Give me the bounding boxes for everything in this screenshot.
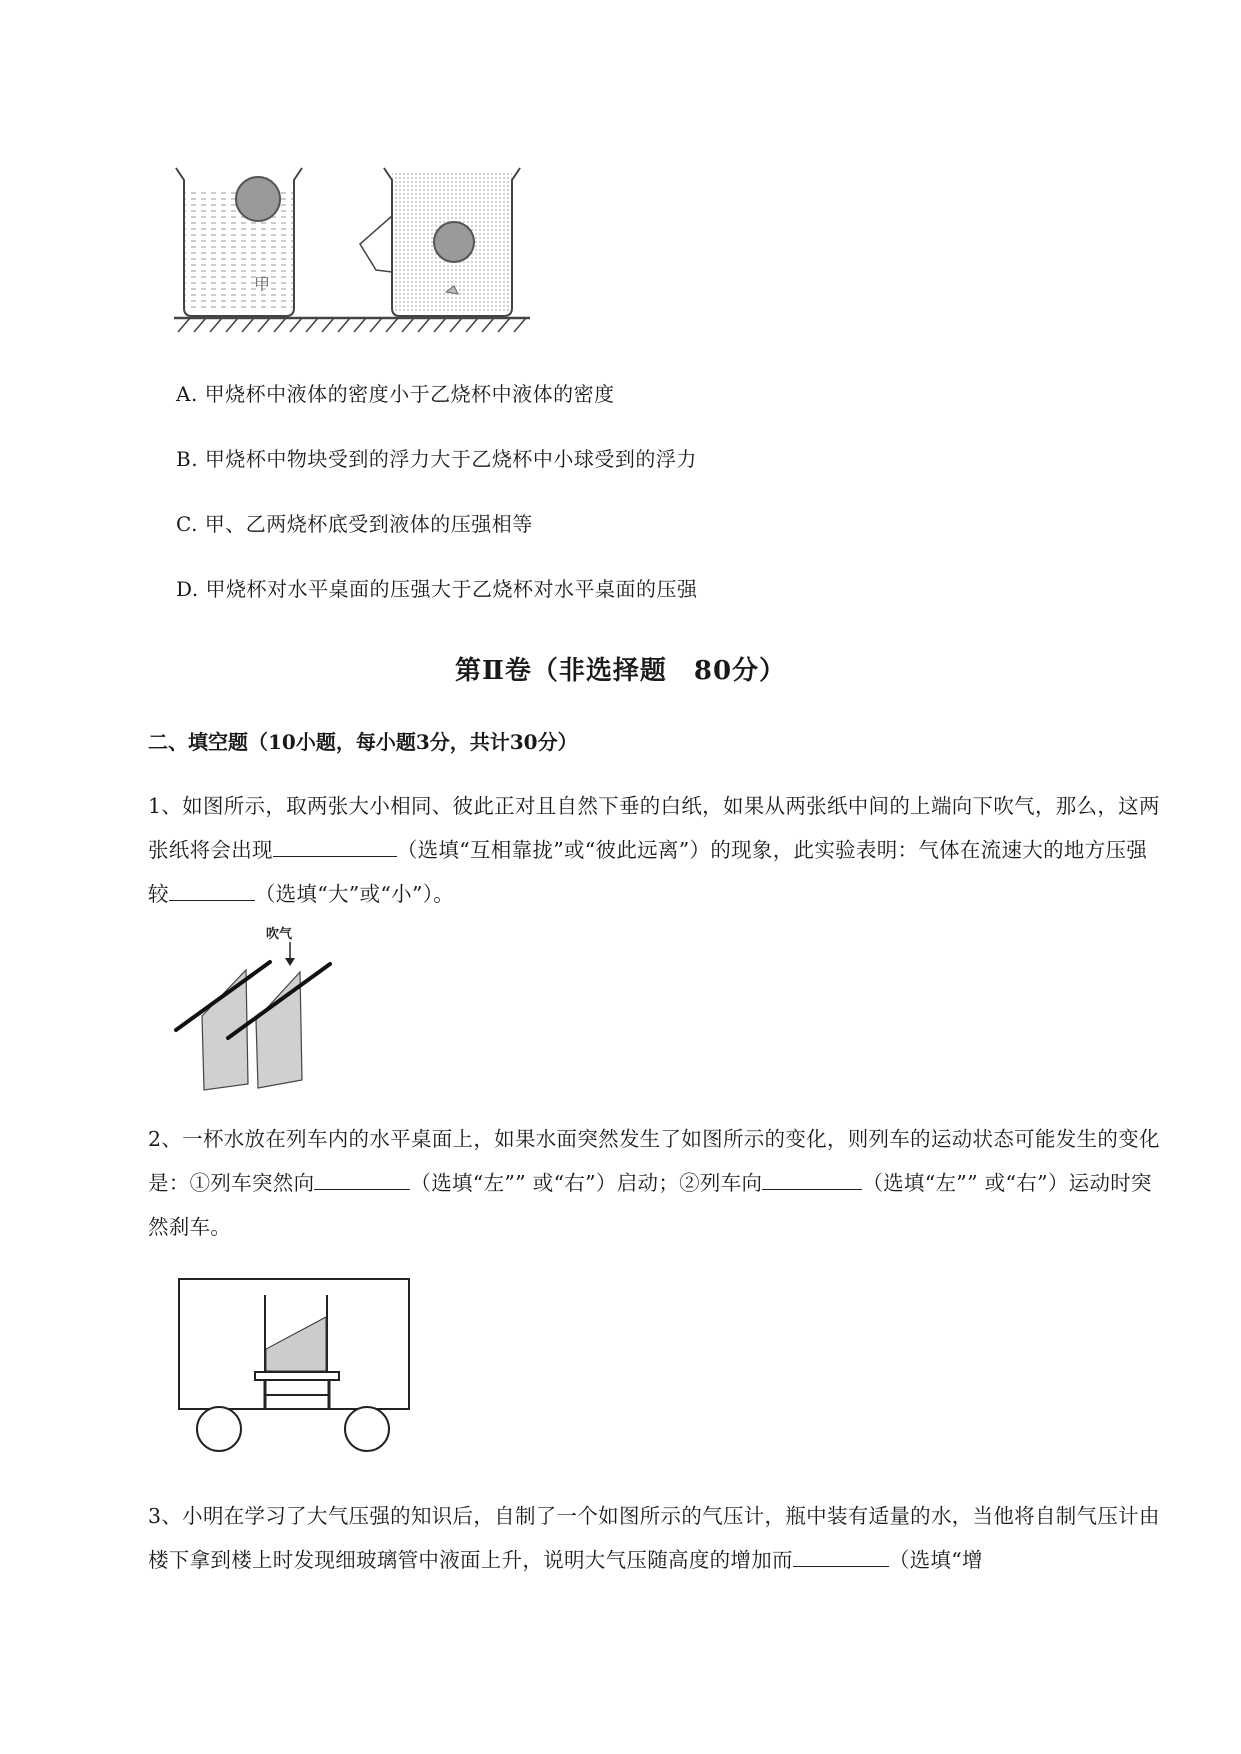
q2-text-3: （选填“左”” 或“右”）运动时突然刹车。 bbox=[148, 1171, 1152, 1239]
option-d: D. 甲烧杯对水平桌面的压强大于乙烧杯对水平桌面的压强 bbox=[176, 577, 698, 601]
papers-figure bbox=[170, 924, 340, 1094]
option-b: B. 甲烧杯中物块受到的浮力大于乙烧杯中小球受到的浮力 bbox=[176, 447, 697, 471]
table bbox=[255, 1372, 339, 1380]
q3-text-2: （选填“增 bbox=[888, 1548, 983, 1572]
q3-blank-1[interactable] bbox=[793, 1544, 889, 1567]
question-2 bbox=[148, 1117, 1160, 1249]
option-a: A. 甲烧杯中液体的密度小于乙烧杯中液体的密度 bbox=[176, 382, 615, 406]
beakers-figure bbox=[170, 160, 540, 340]
q2-blank-2[interactable] bbox=[762, 1167, 862, 1190]
train-figure bbox=[175, 1275, 415, 1455]
q1-blank-2[interactable] bbox=[169, 878, 255, 901]
q1-blank-1[interactable] bbox=[273, 834, 397, 857]
ball-yi bbox=[434, 222, 474, 262]
option-c: C. 甲、乙两烧杯底受到液体的压强相等 bbox=[176, 512, 533, 536]
q1-text-3: （选填“大”或“小”）。 bbox=[254, 882, 455, 906]
wheel-left bbox=[197, 1407, 241, 1451]
q2-text-1: 2、一杯水放在列车内的水平桌面上，如果水面突然发生了如图所示的变化，则列车的运动状态可能发生的变化是：①列车突然向 bbox=[148, 1127, 1160, 1195]
q1-text-1: 1、如图所示，取两张大小相同、彼此正对且自然下垂的白纸，如果从两张纸中间的上端向下吹气，那么，这两张纸将会出现 bbox=[148, 794, 1160, 862]
question-1 bbox=[148, 784, 1160, 916]
q2-text-2: （选填“左”” 或“右”）启动；②列车向 bbox=[410, 1171, 763, 1195]
q2-blank-1[interactable] bbox=[314, 1167, 410, 1190]
part-heading: 二、填空题（10小题，每小题3分，共计30分） bbox=[148, 730, 578, 754]
q3-text-1: 3、小明在学习了大气压强的知识后，自制了一个如图所示的气压计，瓶中装有适量的水，当他将自制气压计由楼下拿到楼上时发现细玻璃管中液面上升，说明大气压随高度的增加而 bbox=[148, 1504, 1160, 1572]
q1-text-2: （选填“互相靠拢”或“彼此远离”）的现象，此实验表明：气体在流速大的地方压强较 bbox=[148, 838, 1148, 906]
floating-block-jia bbox=[236, 177, 280, 221]
wheel-right bbox=[345, 1407, 389, 1451]
blow-label: 吹气 bbox=[266, 927, 293, 942]
question-3 bbox=[148, 1494, 1160, 1582]
label-jia: 甲 bbox=[254, 275, 271, 294]
section-title: 第Ⅱ卷（非选择题 80分） bbox=[454, 656, 787, 686]
